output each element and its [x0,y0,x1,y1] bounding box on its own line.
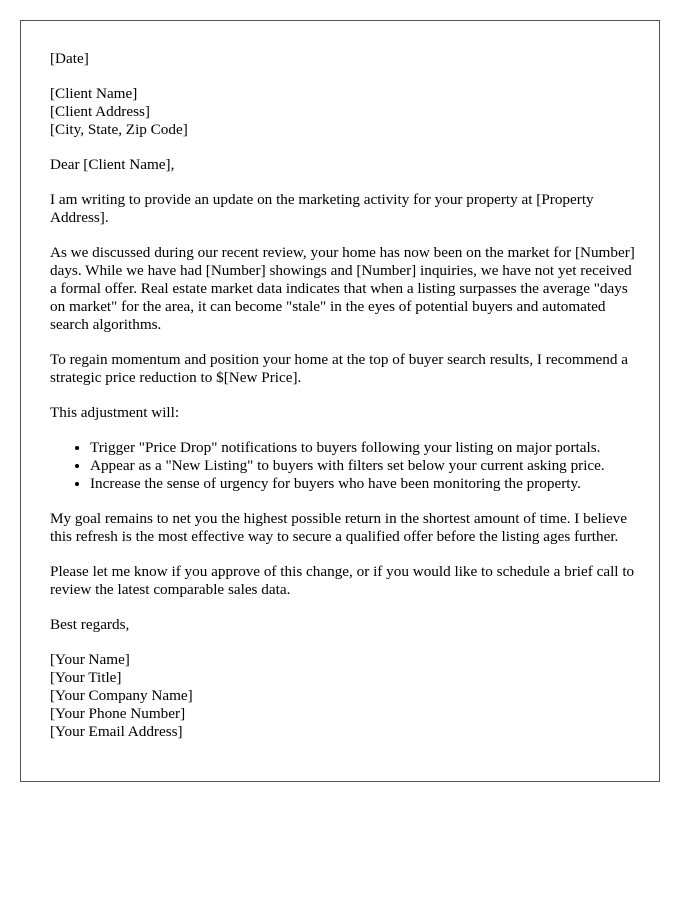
paragraph-recommendation: To regain momentum and position your home at the top of buyer search results, I recommend a strategic price reduction to $[New Price]. [50,351,629,386]
signature-email: [Your Email Address] [50,723,183,740]
letter-body [50,50,635,741]
benefits-list [50,439,635,493]
signature-block [50,651,635,741]
recipient-address-block [50,85,635,139]
recipient-city-state-zip: [City, State, Zip Code] [50,121,188,138]
sign-off: Best regards, [50,616,130,633]
letter-date: [Date] [50,50,89,67]
paragraph-intro: I am writing to provide an update on the marketing activity for your property at [Property Address]. [50,191,594,226]
benefit-item: • Trigger "Price Drop" notifications to buyers following your listing on major portals. [90,439,635,457]
letter-frame [20,20,660,782]
benefit-item: • Appear as a "New Listing" to buyers with filters set below your current asking price. [90,457,635,475]
paragraph-request: Please let me know if you approve of this change, or if you would like to schedule a brief call to review the latest comparable sales data. [50,563,635,598]
signature-phone: [Your Phone Number] [50,705,186,722]
signature-name: [Your Name] [50,651,130,668]
salutation: Dear [Client Name], [50,156,175,173]
benefit-item: • Increase the sense of urgency for buyers who have been monitoring the property. [90,475,635,493]
paragraph-goal: My goal remains to net you the highest possible return in the shortest amount of time. I believe this refresh is the most effective way to secure a qualified offer before the listing ages further. [50,510,628,545]
signature-company: [Your Company Name] [50,687,193,704]
paragraph-adjustment-lead: This adjustment will: [50,404,180,421]
recipient-name: [Client Name] [50,85,138,102]
signature-title: [Your Title] [50,669,122,686]
paragraph-market-status: As we discussed during our recent review, your home has now been on the market for [Number] days. While we have had [Number] showings and [Number] inquiries, we have not yet received a formal offer. Real estate market data indicates that when a listing surpasses the average "days on market" for the area, it can become "stale" in the eyes of potential buyers and automated search algorithms. [50,244,635,333]
recipient-address: [Client Address] [50,103,150,120]
